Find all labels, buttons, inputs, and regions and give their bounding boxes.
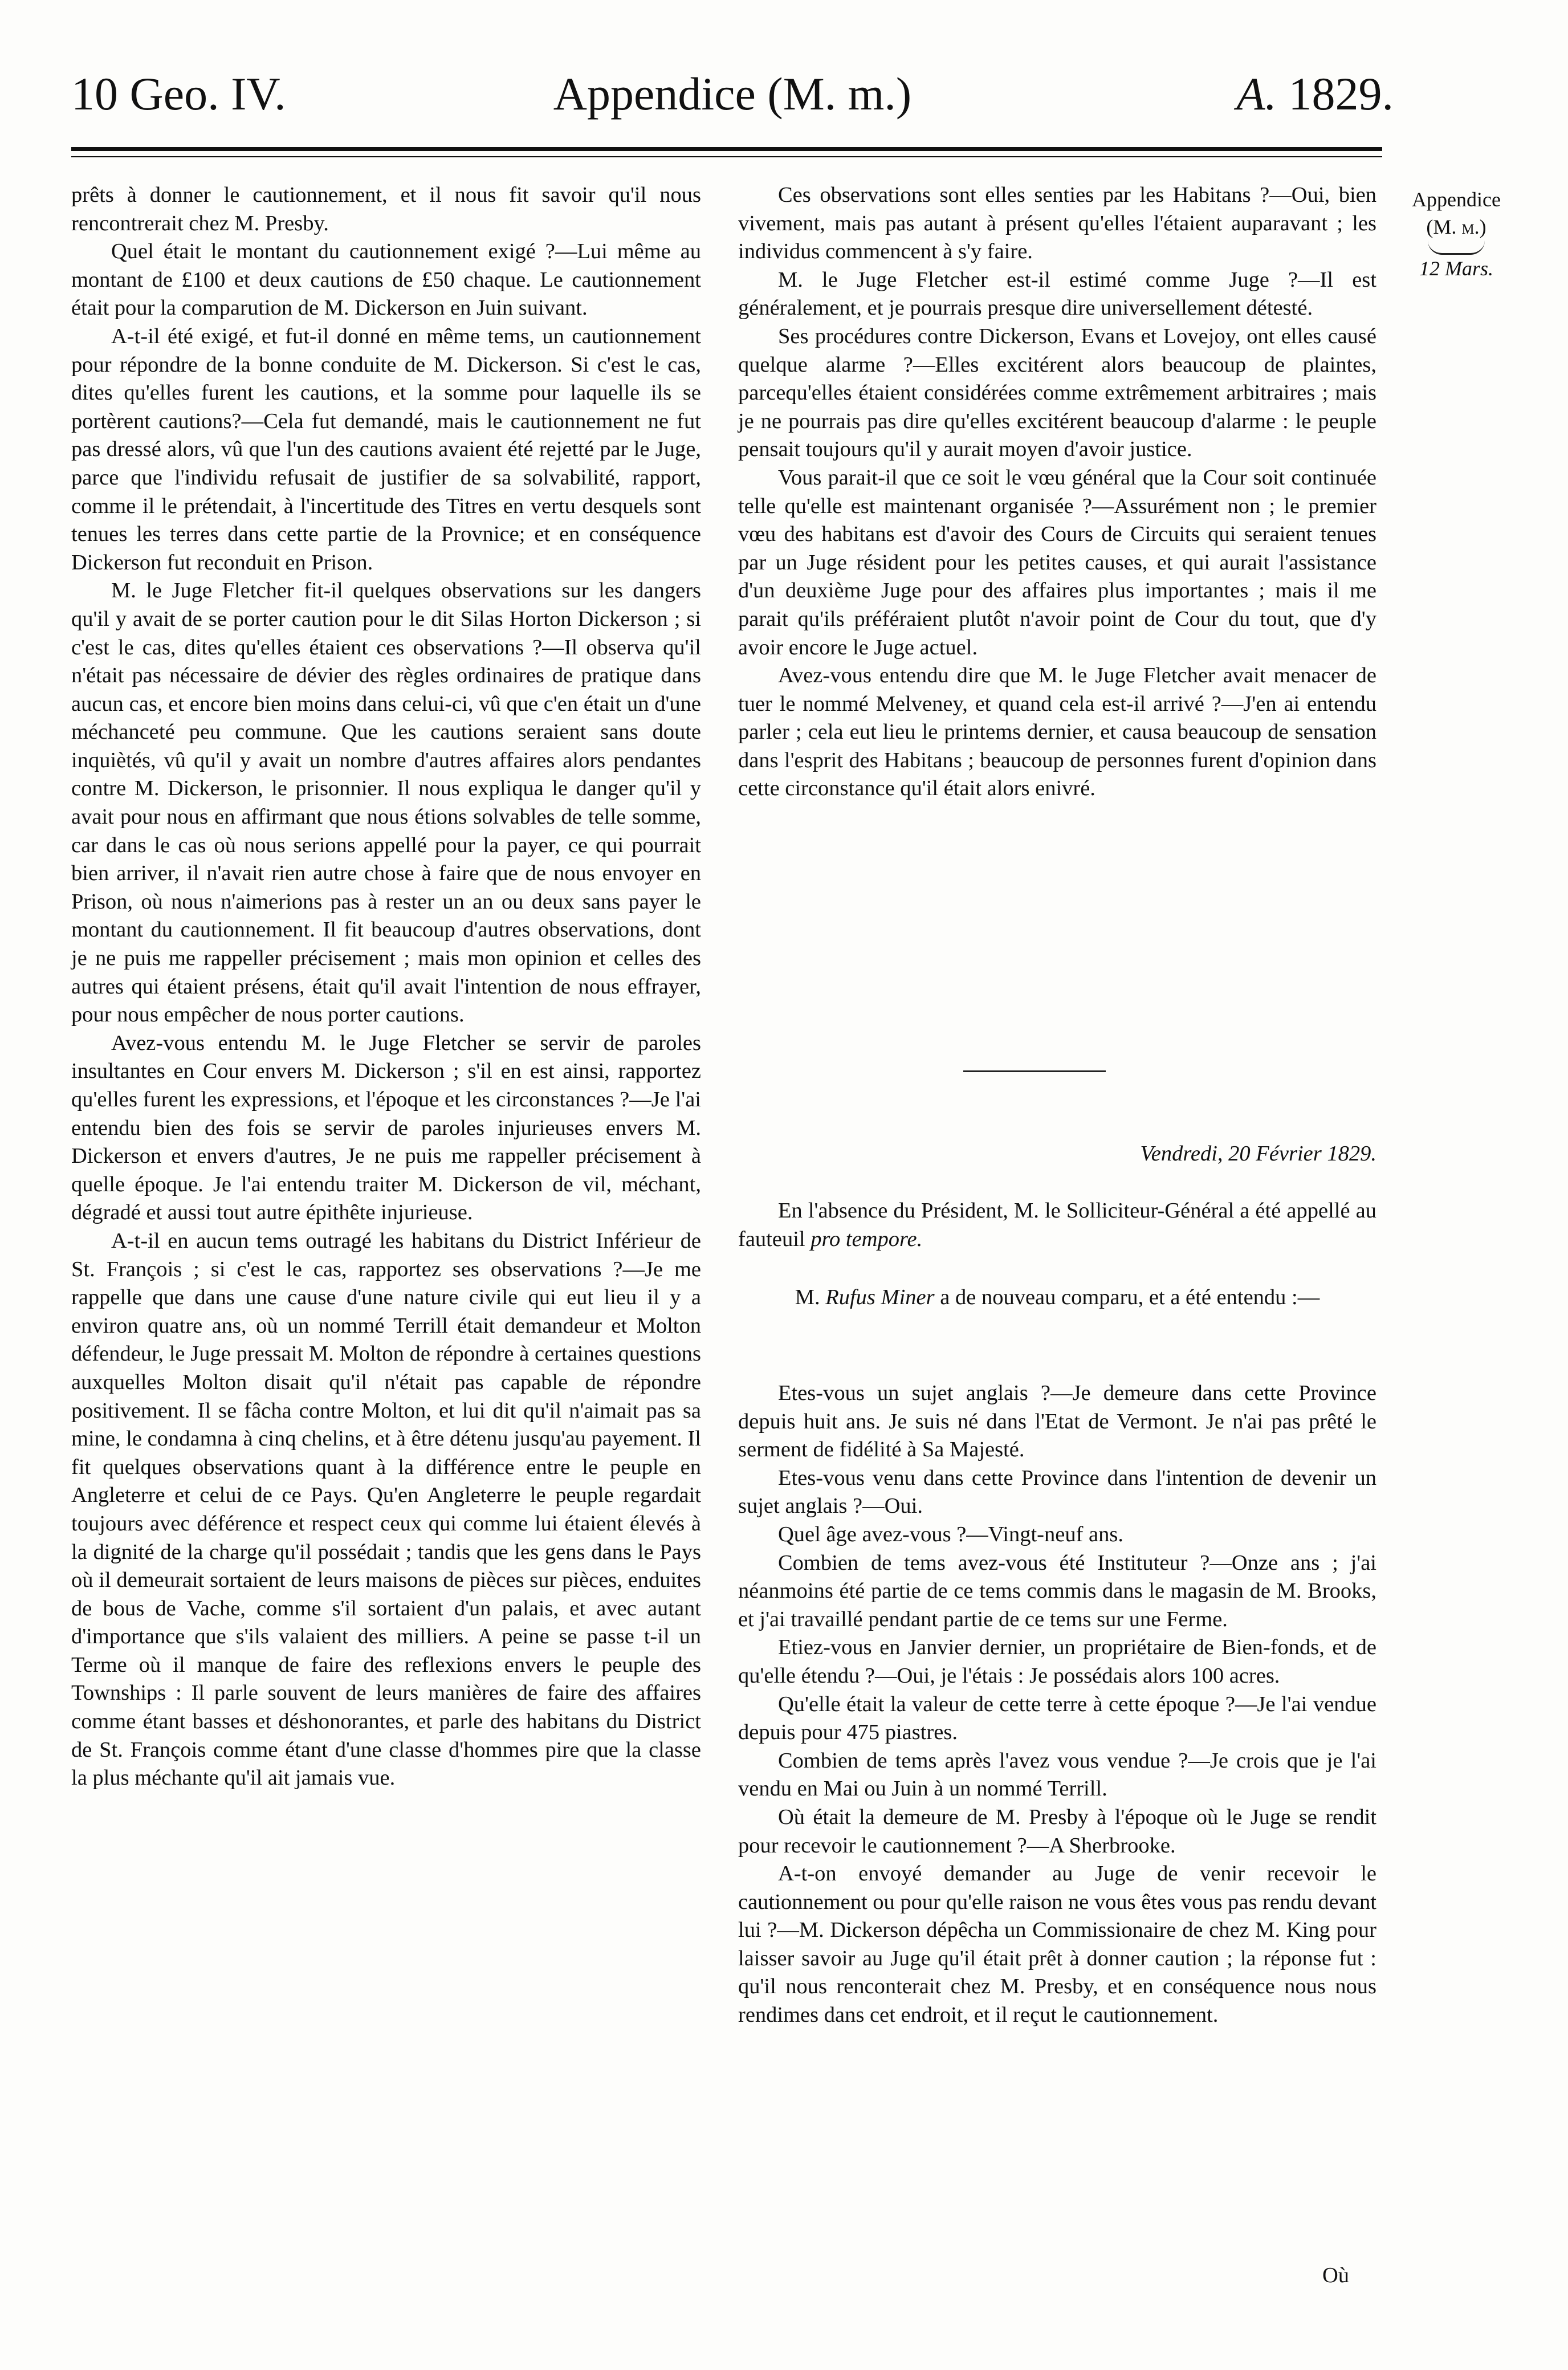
- header-rule-thin: [71, 156, 1382, 157]
- witness-prefix: M.: [795, 1285, 820, 1309]
- paragraph: Où était la demeure de M. Presby à l'époque où le Juge se rendit pour recevoir le cautionnement ?—A Sherbrooke.: [738, 1805, 1376, 1858]
- paragraph: M. le Juge Fletcher est-il estimé comme Juge ?—Il est généralement, et je pourrais presque dire universellement détesté.: [738, 267, 1376, 320]
- witness-suffix: a de nouveau comparu, et a été entendu :—: [940, 1285, 1320, 1309]
- catchword: Où: [1322, 2263, 1350, 2287]
- paragraph: Combien de tems avez-vous été Instituteur ?—Onze ans ; j'ai néanmoins été partie de ce tems commis dans le magasin de M. Brooks, et j'ai travaillé pendant partie de ce tems sur une Ferme.: [738, 1550, 1376, 1631]
- presiding-main: En l'absence du Président, M. le Solliciteur-Général a été appellé au fauteuil: [738, 1199, 1376, 1251]
- paragraph: Etiez-vous en Janvier dernier, un propriétaire de Bien-fonds, et de qu'elle étendu ?—Oui, je l'étais : Je possédais alors 100 acres.: [738, 1635, 1376, 1688]
- paragraph: Ses procédures contre Dickerson, Evans et Lovejoy, ont elles causé quelque alarme ?—Elles excitérent alors beaucoup de plaintes, parcequ'elles étaient considérées comme extrêmement arbitraires ; mais je ne pourrais pas dire qu'elles excitérent beaucoup d'alarme : le peuple pensait toujours qu'il y aurait moyen d'avoir justice.: [738, 324, 1376, 462]
- witness-intro: [738, 1284, 1376, 1312]
- paragraph: Quel était le montant du cautionnement exigé ?—Lui même au montant de £100 et deux cautions de £50 chaque. Le cautionnement était pour la comparution de M. Dickerson en Juin suivant.: [71, 239, 701, 320]
- paragraph: A-t-il été exigé, et fut-il donné en même tems, un cautionnement pour répondre de la bonne conduite de M. Dickerson. Si c'est le cas, dites qu'elles furent les cautions, et la somme pour laquelle ils se portèrent cautions?—Cela fut demandé, mais le cautionnement ne fut pas dressé alors, vû que l'un des cautions avaient été rejetté par le Juge, parce que l'individu refusait de justifier de sa solvabilité, rapport, comme il le prétendait, à l'incertitude des Titres en vertu desquels sont tenues les terres dans cette partie de la Provnice; et en conséquence Dickerson fut reconduit en Prison.: [71, 324, 701, 575]
- paragraph: Avez-vous entendu M. le Juge Fletcher se servir de paroles insultantes en Cour envers M. Dickerson ; s'il en est ainsi, rapportez qu'elles furent les expressions, et l'époque et les circonstances ?—Je l'ai entendu bien des fois se servir de paroles injurieuses envers M. Dickerson et envers d'autres, Je ne puis me rappeller précisement à quelle époque. Je l'ai entendu traiter M. Dickerson de vil, méchant, dégradé et aussi tout autre épithête injurieuse.: [71, 1031, 701, 1225]
- left-column: [71, 181, 701, 1793]
- paragraph: Avez-vous entendu dire que M. le Juge Fletcher avait menacer de tuer le nommé Melveney, et quand cela est-il arrivé ?—J'en ai entendu parler ; cela eut lieu le printems dernier, et causa beaucoup de sensation dans l'esprit des Habitans ; beaucoup de personnes furent d'opinion dans cette circonstance qu'il était alors enivré.: [738, 663, 1376, 801]
- margin-note-line1: Appendice: [1412, 188, 1501, 211]
- dateline-text: Vendredi, 20 Février 1829.: [1140, 1142, 1376, 1166]
- paragraph: Qu'elle était la valeur de cette terre à cette époque ?—Je l'ai vendue depuis pour 475 piastres.: [738, 1692, 1376, 1745]
- paragraph: Ces observations sont elles senties par les Habitans ?—Oui, bien vivement, mais pas autant à présent qu'elles l'étaient auparavant ; les individus commencent à s'y faire.: [738, 183, 1376, 264]
- margin-brace: [1428, 241, 1485, 255]
- header-rule-thick: [71, 147, 1382, 151]
- presiding-latin: pro tempore.: [811, 1227, 923, 1251]
- running-header: [71, 63, 1394, 125]
- section-separator: [963, 1070, 1106, 1072]
- year-prefix: A.: [1236, 68, 1277, 120]
- margin-note: [1391, 186, 1522, 282]
- paragraph: A-t-il en aucun tems outragé les habitans du District Inférieur de St. François ; si c'est le cas, rapportez ses observations ?—Je me rappelle que dans une cause d'une nature civile qui eut lieu il y a environ quatre ans, où un nommé Terrill était demandeur et Molton défendeur, le Juge pressait M. Molton de répondre à certaines questions auxquelles Molton disait qu'il n'était pas capable de répondre positivement. Il se fâcha contre Molton, et lui dit qu'il n'aimait pas sa mine, le condamna à cinq chelins, et à être détenu jusqu'au payement. Il fit quelques observations quant à la différence entre le peuple en Angleterre et celui de ce Pays. Qu'en Angleterre le peuple regardait toujours avec déférence et respect ceux qui comme lui étaient élevés à la dignité de la charge qu'il possédait ; tandis que les gens dans le Pays où il demeurait sortaient de leurs maisons de pièces sur pièces, enduites de bous de Vache, comme s'il sortaient d'un palais, et avec autant d'importance que s'ils valaient des milliers. A peine se passe t-il un Terme où il manque de faire des reflexions envers le peuple des Townships : Il parle souvent de leurs manières de faire des affaires comme étant basses et déshonorantes, et parle des habitans du District de St. François comme étant d'une classe d'hommes pire que la classe la plus méchante qu'il ait jamais vue.: [71, 1228, 701, 1790]
- paragraph: M. le Juge Fletcher fit-il quelques observations sur les dangers qu'il y avait de se porter caution pour le dit Silas Horton Dickerson ; si c'est le cas, dites qu'elles étaient ces observations ?—Il observa qu'il n'était pas nécessaire de dévier des règles ordinaires de pratique dans aucun cas, et encore bien moins dans celui-ci, vû que c'en était un d'une méchanceté peu commune. Que les cautions seraient sans doute inquiètés, vû qu'il y avait un nombre d'autres affaires alors pendantes contre M. Dickerson, le prisonnier. Il nous expliqua le danger qu'il y avait pour nous en affirmant que nous étions solvables de telle somme, car dans le cas où nous serions appellé pour la payer, ce qui pourrait bien arriver, il n'avait rien autre chose à faire que de nous envoyer en Prison, où nous n'aimerions pas à rester un an ou deux sans payer le montant du cautionnement. Il fit beaucoup d'autres observations, dont je ne puis me rappeller précisement ; mais mon opinion et celles des autres qui étaient présens, était qu'il avait l'intention de nous effrayer, pour nous empêcher de nous porter cautions.: [71, 579, 701, 1027]
- paragraph: prêts à donner le cautionnement, et il nous fit savoir qu'il nous rencontrerait chez M. Presby.: [71, 183, 701, 235]
- presiding-text: [738, 1197, 1376, 1253]
- margin-note-date: 12 Mars.: [1419, 257, 1493, 280]
- dateline: [738, 1140, 1376, 1168]
- presiding-note: [738, 1197, 1376, 1253]
- year-label: [1236, 63, 1394, 125]
- right-column-bottom: [738, 1379, 1376, 2030]
- appendix-title: Appendice (M. m.): [553, 68, 912, 120]
- session-label: 10 Geo. IV.: [71, 68, 286, 120]
- right-column-top: [738, 181, 1376, 803]
- paragraph: Quel âge avez-vous ?—Vingt-neuf ans.: [778, 1522, 1123, 1546]
- paragraph: Combien de tems après l'avez vous vendue ?—Je crois que je l'ai vendu en Mai ou Juin à un nommé Terrill.: [738, 1748, 1376, 1801]
- paragraph: Etes-vous un sujet anglais ?—Je demeure dans cette Province depuis huit ans. Je suis né dans l'Etat de Vermont. Je n'ai pas prêté le serment de fidélité à Sa Majesté.: [738, 1381, 1376, 1462]
- margin-note-line2: (M. m.): [1426, 215, 1486, 238]
- witness-name: Rufus Miner: [825, 1285, 935, 1309]
- year-value: 1829.: [1288, 68, 1394, 120]
- witness-text: [738, 1284, 1376, 1312]
- paragraph: A-t-on envoyé demander au Juge de venir recevoir le cautionnement ou pour qu'elle raison ne vous êtes vous pas rendu devant lui ?—M. Dickerson dépêcha un Commissionaire de chez M. King pour laisser savoir au Juge qu'il était prêt à donner caution ; la réponse fut : qu'il nous renconterait chez M. Presby, et en conséquence nous nous rendimes dans cet endroit, et il reçut le cautionnement.: [738, 1862, 1376, 2027]
- paragraph: Vous parait-il que ce soit le vœu général que la Cour soit continuée telle qu'elle est maintenant organisée ?—Assurément non ; le premier vœu des habitans est d'avoir des Cours de Circuits qui seraient tenues par un Juge résident pour les petites causes, et qui aurait l'assistance d'un deuxième Juge pour des affaires plus importantes ; mais il me parait qu'ils préféraient plutôt n'avoir point de Cour du tout, que d'y avoir encore le Juge actuel.: [738, 465, 1376, 659]
- paragraph: Etes-vous venu dans cette Province dans l'intention de devenir un sujet anglais ?—Oui.: [738, 1465, 1376, 1518]
